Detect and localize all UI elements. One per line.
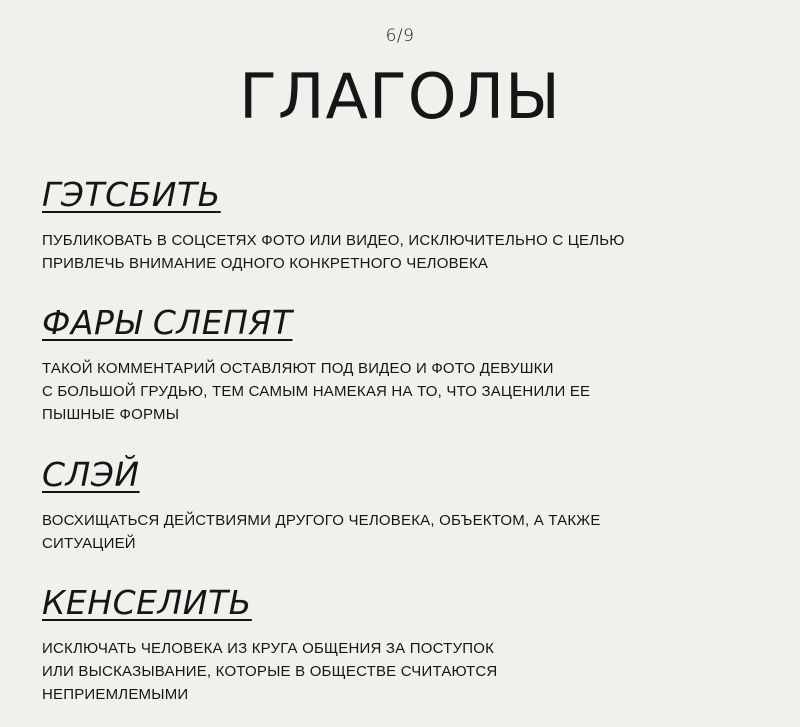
entry-term: ГЭТСБИТЬ — [42, 175, 221, 214]
entry-term: КЕНСЕЛИТЬ — [42, 583, 252, 622]
entry-definition: ВОСХИЩАТЬСЯ ДЕЙСТВИЯМИ ДРУГОГО ЧЕЛОВЕКА, ОБЪЕКТОМ, А ТАКЖЕ СИТУАЦИЕЙ — [42, 512, 601, 552]
glossary-entry — [42, 175, 772, 275]
page-number: 6/9 — [385, 26, 415, 46]
entry-definition: ИСКЛЮЧАТЬ ЧЕЛОВЕКА ИЗ КРУГА ОБЩЕНИЯ ЗА ПОСТУПОК ИЛИ ВЫСКАЗЫВАНИЕ, КОТОРЫЕ В ОБЩЕСТВЕ СЧИТАЮТСЯ НЕПРИЕМЛЕМЫМИ — [42, 640, 498, 703]
glossary-entry — [42, 455, 772, 555]
entry-definition: ПУБЛИКОВАТЬ В СОЦСЕТЯХ ФОТО ИЛИ ВИДЕО, ИСКЛЮЧИТЕЛЬНО С ЦЕЛЬЮ ПРИВЛЕЧЬ ВНИМАНИЕ ОДНОГО КОНКРЕТНОГО ЧЕЛОВЕКА — [42, 232, 625, 272]
entry-term: СЛЭЙ — [42, 455, 140, 494]
glossary-entry — [42, 303, 772, 426]
entry-term: ФАРЫ СЛЕПЯТ — [42, 303, 293, 342]
page-title: ГЛАГОЛЫ — [239, 60, 561, 133]
entry-definition: ТАКОЙ КОММЕНТАРИЙ ОСТАВЛЯЮТ ПОД ВИДЕО И ФОТО ДЕВУШКИ С БОЛЬШОЙ ГРУДЬЮ, ТЕМ САМЫМ НАМЕКАЯ НА ТО, ЧТО ЗАЦЕНИЛИ ЕЕ ПЫШНЫЕ ФОРМЫ — [42, 360, 591, 423]
glossary-entry — [42, 583, 772, 706]
